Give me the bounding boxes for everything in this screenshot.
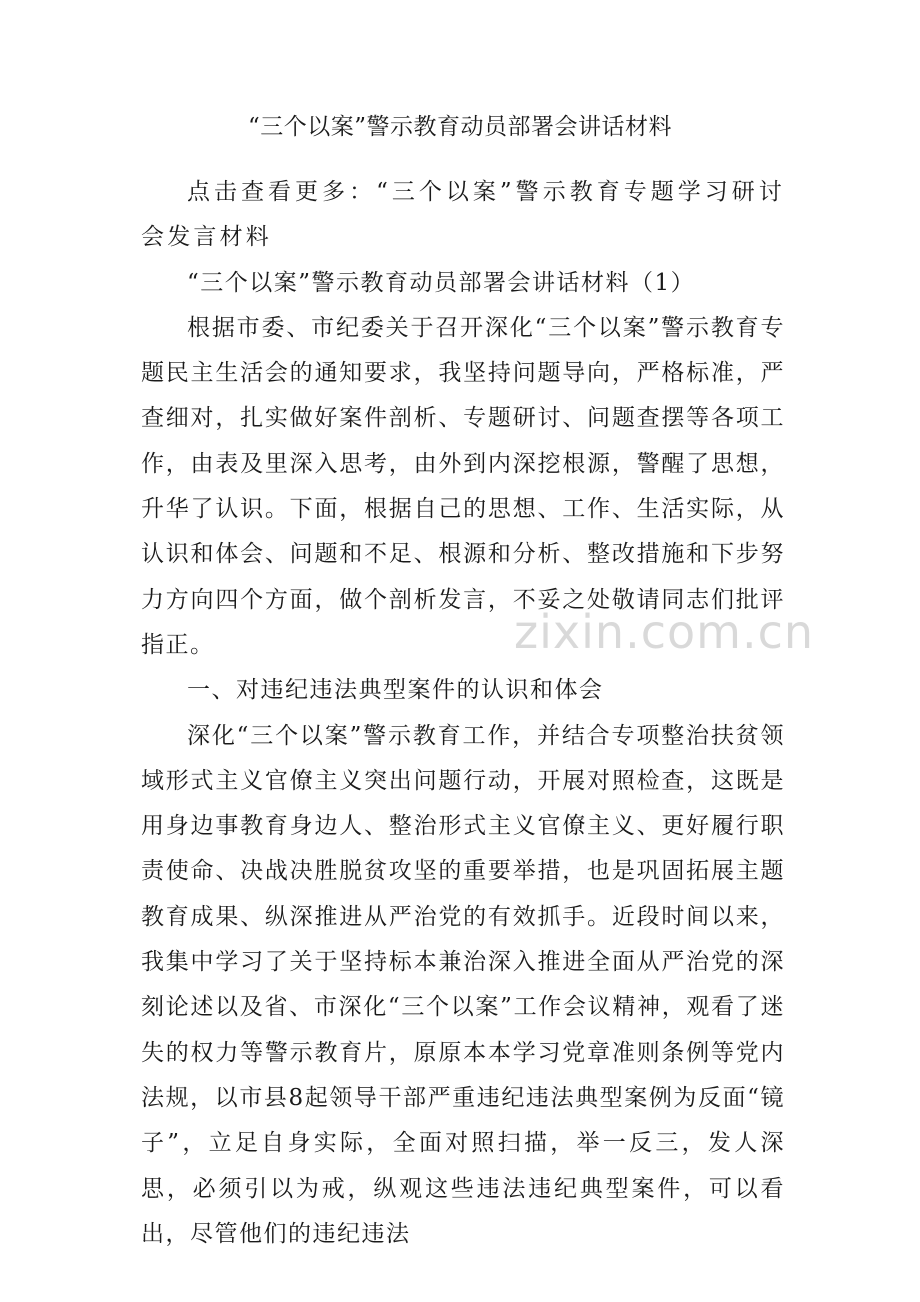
watermark: zixin.com.cn xyxy=(514,605,815,659)
section-heading: 一、对违纪违法典型案件的认识和体会 xyxy=(187,677,604,704)
document-title: “三个以案”警示教育动员部署会讲话材料 xyxy=(247,114,673,140)
body-paragraph: 深化“三个以案”警示教育工作，并结合专项整治扶贫领域形式主义官僚主义突出问题行动，开展对照检查，这既是用身边事教育身边人、整治形式主义官僚主义、更好履行职责使命、决战决胜脱贫攻坚的重要举措，也是巩固拓展主题教育成果、纵深推进从严治党的有效抓手。近段时间以来，我集中学习了关于坚持标本兼治深入推进全面从严治党的深刻论述以及省、市深化“三个以案”工作会议精神，观看了迷失的权力等警示教育片，原原本本学习党章准则条例等党内法规，以市县8起领导干部严重违纪违法典型案例为反面“镜子”，立足自身实际，全面对照扫描，举一反三，发人深思，必须引以为戒，纵观这些违法违纪典型案件，可以看出，尽管他们的违纪违法 xyxy=(141,722,785,1247)
intro-paragraph: 根据市委、市纪委关于召开深化“三个以案”警示教育专题民主生活会的通知要求，我坚持问题导向，严格标准，严查细对，扎实做好案件剖析、专题研讨、问题查摆等各项工作，由表及里深入思考，由外到内深挖根源，警醒了思想，升华了认识。下面，根据自己的思想、工作、生活实际，从认识和体会、问题和不足、根源和分析、整改措施和下步努力方向四个方面，做个剖析发言，不妥之处敬请同志们批评指正。 xyxy=(141,314,785,658)
subtitle-paragraph: “三个以案”警示教育动员部署会讲话材料（1） xyxy=(187,269,696,296)
more-link-paragraph[interactable]: 点击查看更多：“三个以案”警示教育专题学习研讨会发言材料 xyxy=(141,179,785,251)
document-body xyxy=(141,170,785,1257)
